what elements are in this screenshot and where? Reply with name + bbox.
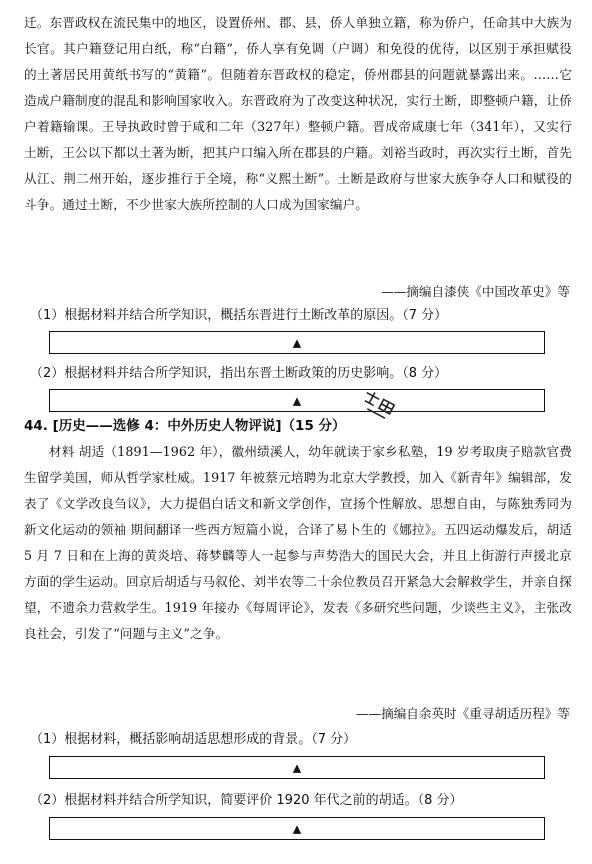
question-43-2: （2）根据材料并结合所学知识，指出东晋土断政策的历史影响。（8 分） <box>30 366 448 381</box>
answer-marker-icon: ▲ <box>292 822 302 835</box>
answer-box-44-1[interactable] <box>49 756 545 779</box>
question-43-1: （1）根据材料并结合所学知识，概括东晋进行土断改革的原因。（7 分） <box>30 308 448 323</box>
passage-43-source: ——摘编自漆侠《中国改革史》等 <box>381 284 570 299</box>
answer-marker-icon: ▲ <box>292 394 302 407</box>
answer-marker-icon: ▲ <box>292 336 302 349</box>
passage-44-source: ——摘编自余英时《重寻胡适历程》等 <box>355 706 570 721</box>
answer-box-43-1[interactable] <box>49 331 545 354</box>
question-44-title: 44. [历史——选修 4：中外历史人物评说]（15 分） <box>24 418 346 434</box>
answer-marker-icon: ▲ <box>292 761 302 774</box>
passage-43-text: 迁。东晋政权在流民集中的地区，设置侨州、郡、县，侨人单独立籍，称为侨户，任命其中大族为长官。其户籍登记用白纸，称“白籍”，侨人享有免调（户调）和免役的优待，以区别于承担赋役的土著居民用黄纸书写的“黄籍”。但随着东晋政权的稳定，侨州郡县的问题就暴露出来。……它造成户籍制度的混乱和影响国家收入。东晋政府为了改变这种状况，实行土断，即整顿户籍，让侨户着籍输课。王导执政时曾于咸和二年（327年）整顿户籍。晋成帝咸康七年（341年），又实行土断，王公以下都以土著为断，把其户口编入所在郡县的户籍。刘裕当政时，再次实行土断，首先从江、荆二州开始，逐步推行于全境，称“义熙土断”。土断是政府与世家大族争夺人口和赋役的斗争。通过土断，不少世家大族所控制的人口成为国家编户。 <box>24 15 572 212</box>
answer-box-44-2[interactable] <box>49 817 545 840</box>
watermark-stamp <box>356 388 402 424</box>
question-44-1: （1）根据材料，概括影响胡适思想形成的背景。（7 分） <box>30 732 357 747</box>
question-44-2: （2）根据材料并结合所学知识，简要评价 1920 年代之前的胡适。（8 分） <box>30 793 463 808</box>
answer-box-43-2[interactable] <box>49 389 545 412</box>
passage-44-text: 材料 胡适（1891—1962 年），徽州绩溪人，幼年就读于家乡私塾，19 岁考取庚子赔款官费生留学美国，师从哲学家杜威。1917 年被蔡元培聘为北京大学教授，加入《新青年》编辑部，发表了《文学改良刍议》，大力提倡白话文和新文学创作，宣扬个性解放、思想自由，与陈独秀同为新文化运动的领袖 期间翻译一些西方短篇小说，合译了易卜生的《娜拉》。五四运动爆发后，胡适 5 月 7 日和在上海的黄炎培、蒋梦麟等人一起参与声势浩大的国民大会，并且上街游行声援北京方面的学生运动。回京后胡适与马叙伦、刘半农等二十余位教员召开紧急大会解救学生，并亲自探望，不遗余力营救学生。1919 年接办《每周评论》，发表《多研究些问题，少谈些主义》，主张改良社会，引发了“问题与主义”之争。 <box>24 444 572 641</box>
